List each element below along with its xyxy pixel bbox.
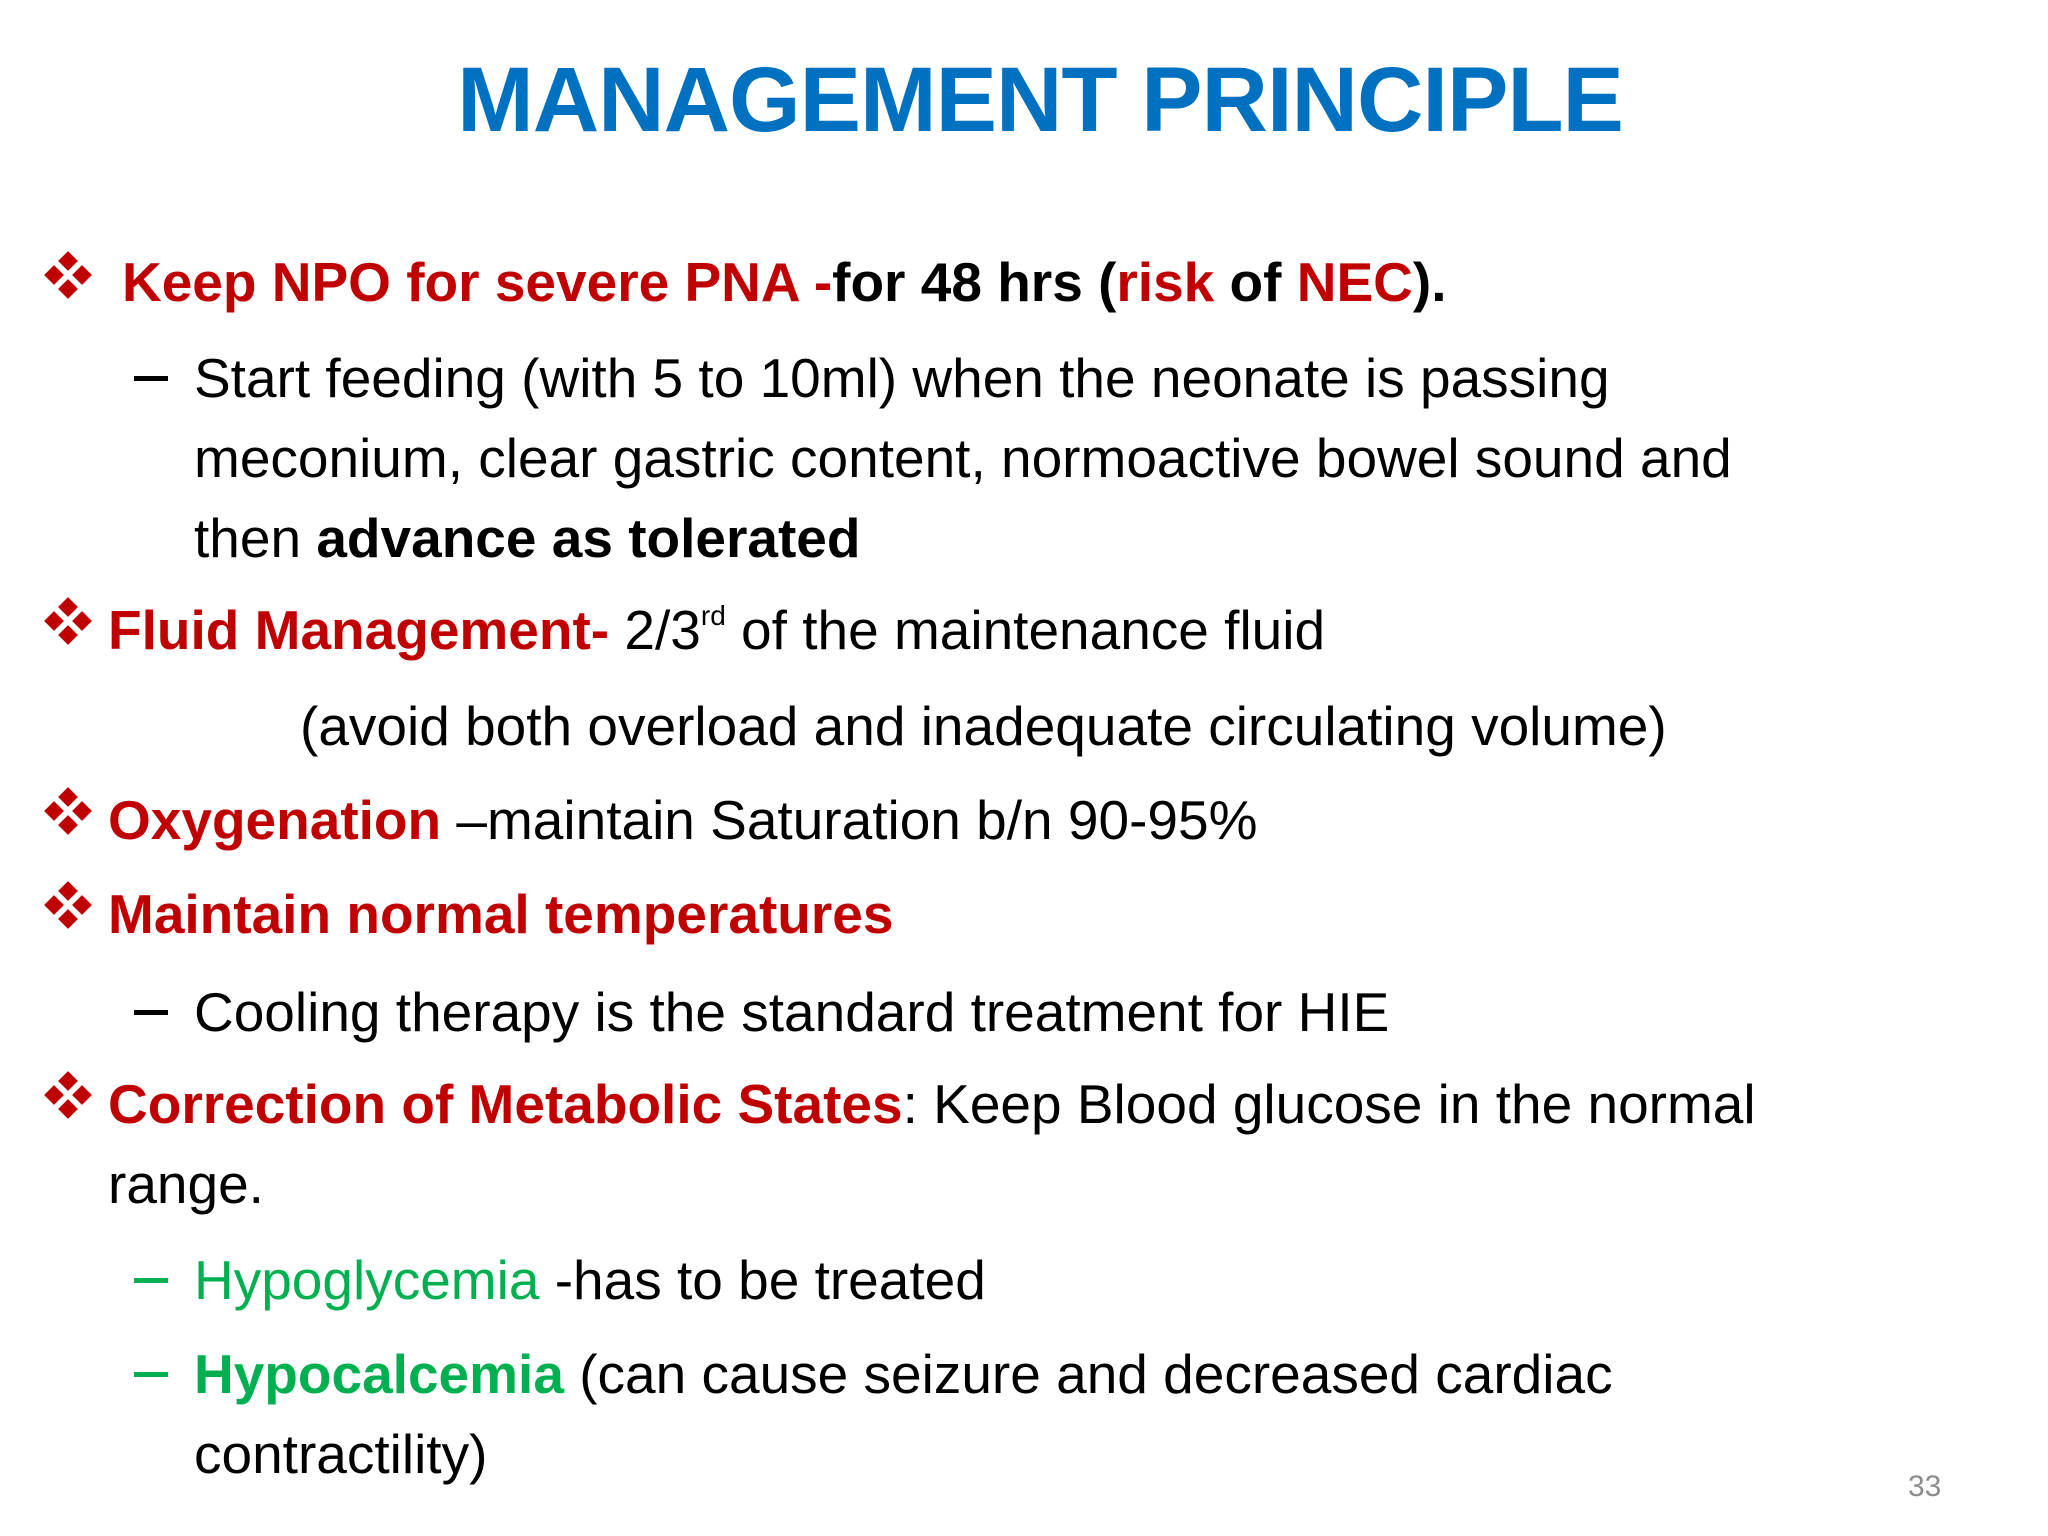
fluid-lead: Fluid Management-: [108, 599, 610, 661]
dash-icon: [134, 1010, 168, 1015]
hypocalcemia-line: [194, 1334, 1613, 1414]
hypocalcemia-line-2: contractility): [194, 1423, 488, 1485]
feeding-line-3: [194, 498, 860, 578]
bullet-npo: [122, 242, 1446, 322]
fluid-sup: rd: [700, 600, 726, 631]
metabolic-lead: Correction of Metabolic States: [108, 1073, 903, 1135]
bullet-temperature: Maintain normal temperatures: [108, 883, 894, 945]
oxygen-lead: Oxygenation: [108, 789, 442, 851]
npo-end: ).: [1412, 251, 1447, 313]
fluid-text-a: 2/3: [609, 599, 701, 661]
bullet-oxygenation: [108, 780, 1257, 860]
npo-lead: Keep NPO for severe PNA -: [122, 251, 833, 313]
metabolic-line-2: range.: [108, 1153, 264, 1215]
npo-risk: risk: [1116, 251, 1215, 313]
temperature-sub: Cooling therapy is the standard treatment for HIE: [194, 981, 1390, 1043]
npo-nec: NEC: [1296, 251, 1413, 313]
hypocalcemia-term: Hypocalcemia: [194, 1343, 564, 1405]
feeding-line-2: meconium, clear gastric content, normoactive bowel sound and: [194, 427, 1732, 489]
npo-of: of: [1214, 251, 1297, 313]
page-number: 33: [1908, 1470, 1942, 1503]
diamond-bullet-icon: [44, 1072, 92, 1120]
feeding-then: then: [194, 507, 317, 569]
hypocalcemia-text: (can cause seizure and decreased cardiac: [563, 1343, 1613, 1405]
feeding-advance: advance as tolerated: [316, 507, 861, 569]
oxygen-text: –maintain Saturation b/n 90-95%: [441, 789, 1258, 851]
fluid-line-2: (avoid both overload and inadequate circulating volume): [300, 695, 1667, 757]
diamond-bullet-icon: [44, 788, 92, 836]
bullet-metabolic: [108, 1064, 1756, 1144]
diamond-bullet-icon: [44, 882, 92, 930]
dash-icon: [134, 376, 168, 381]
feeding-line-1: Start feeding (with 5 to 10ml) when the neonate is passing: [194, 347, 1610, 409]
hypoglycemia-line: [194, 1240, 986, 1320]
hypoglycemia-term: Hypoglycemia: [194, 1249, 540, 1311]
metabolic-text: : Keep Blood glucose in the normal: [902, 1073, 1756, 1135]
npo-mid: for 48 hrs (: [832, 251, 1117, 313]
dash-icon: [134, 1372, 168, 1377]
dash-icon: [134, 1278, 168, 1283]
diamond-bullet-icon: [44, 598, 92, 646]
fluid-text-b: of the maintenance fluid: [725, 599, 1326, 661]
diamond-bullet-icon: [44, 252, 92, 300]
hypoglycemia-text: -has to be treated: [539, 1249, 986, 1311]
slide-title: MANAGEMENT PRINCIPLE: [457, 49, 1623, 151]
bullet-fluid: [108, 590, 1325, 670]
